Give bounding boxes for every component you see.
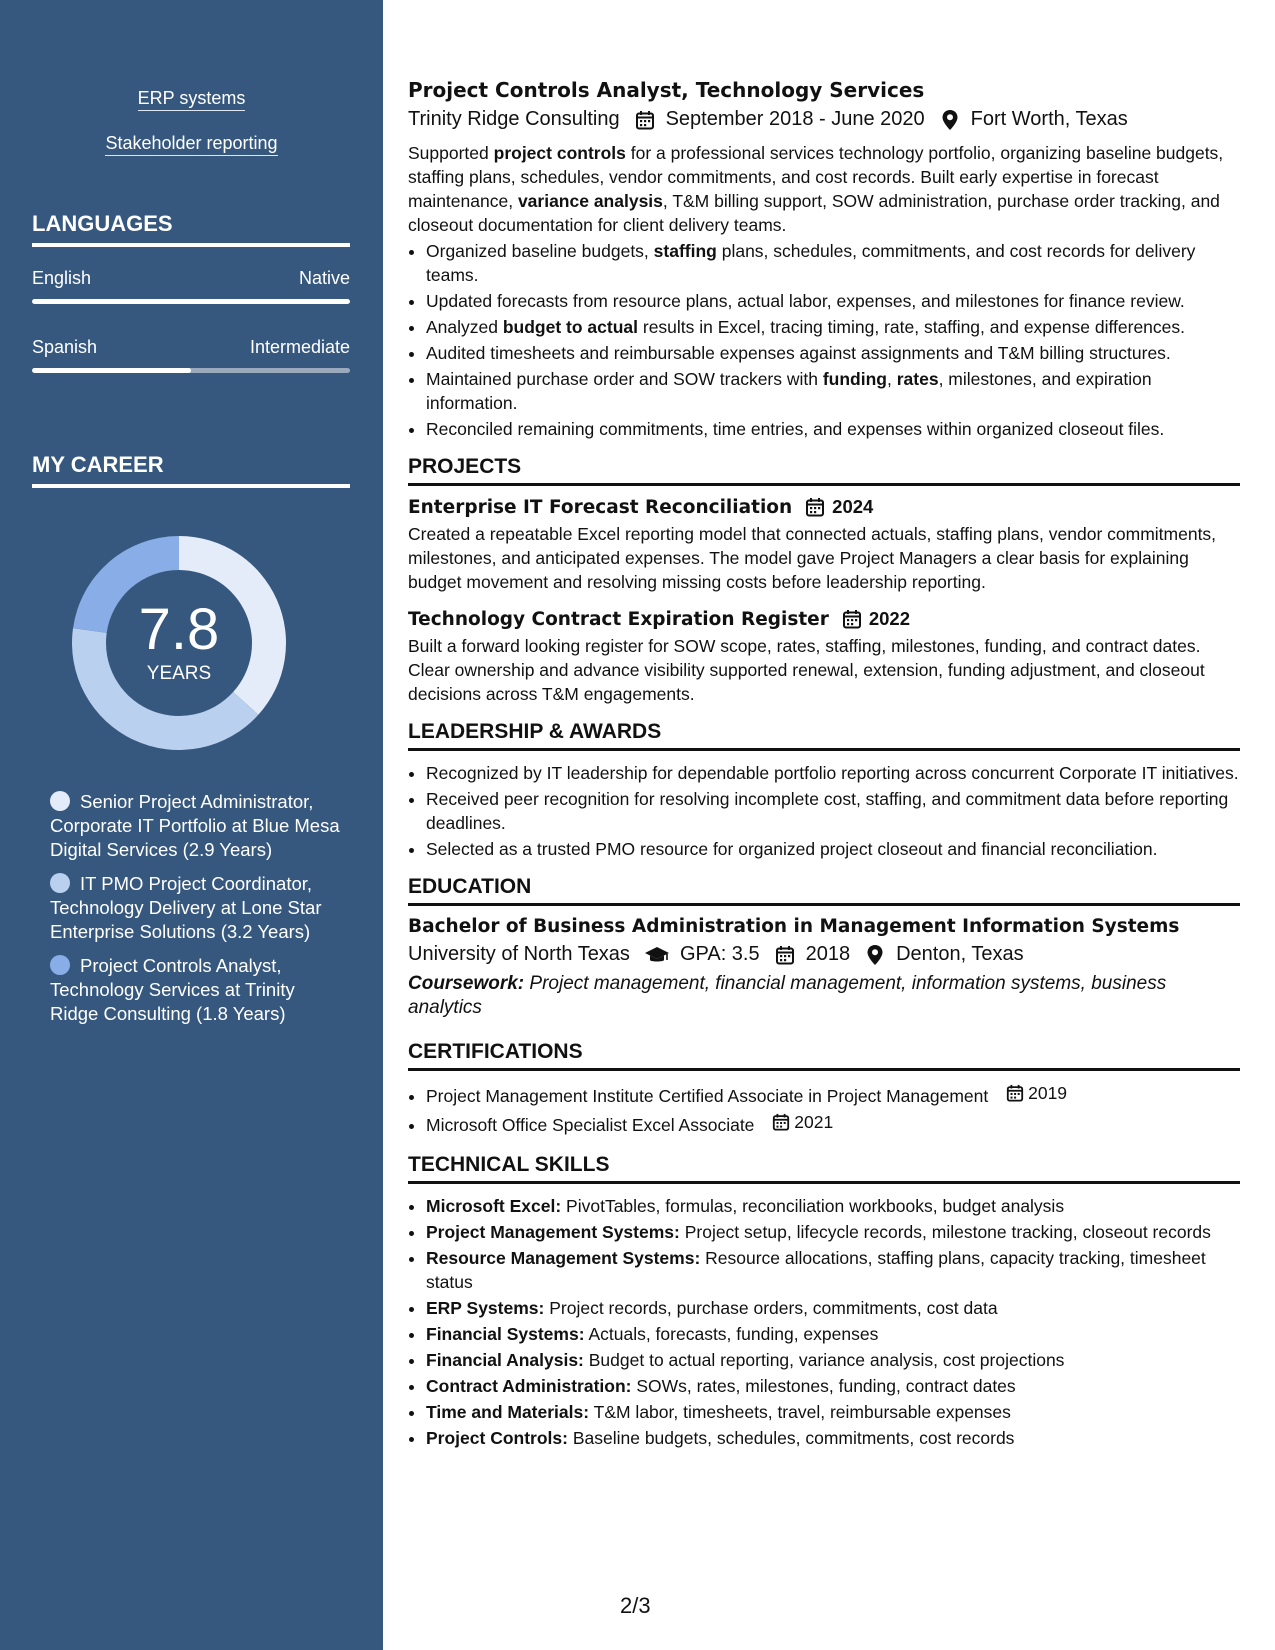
certification-year: 2021 (794, 1112, 834, 1132)
language-level: Intermediate (249, 337, 350, 357)
career-item: Project Controls Analyst, Technology Services at Trinity Ridge Consulting (1.8 Years) (50, 955, 295, 1024)
location-pin-icon (864, 944, 886, 966)
skill-tag: Stakeholder reporting (0, 133, 383, 154)
career-total (66, 530, 292, 756)
career-item: IT PMO Project Coordinator, Technology Delivery at Lone Star Enterprise Solutions (3.2 Years) (50, 873, 322, 942)
list-item: • Microsoft Excel: PivotTables, formulas, reconciliation workbooks, budget analysis (426, 1194, 1240, 1218)
company-name: Trinity Ridge Consulting (408, 108, 620, 130)
project-item (408, 496, 1240, 594)
legend-dot-icon (50, 873, 70, 893)
job-location: Fort Worth, Texas (970, 108, 1128, 130)
graduation-cap-icon (644, 944, 670, 966)
page-number: 2/3 (620, 1593, 651, 1618)
job-summary: Supported project controls for a professional services technology portfolio, organizing baseline budgets, staffing plans, schedules, vendor commitments, and cost records. Built early expertise in forecast maintenance, variance analysis, T&M billing support, SOW administration, purchase order tracking, and closeout documentation for client delivery teams. (408, 143, 1224, 235)
language-name: English (32, 268, 92, 288)
list-item: • Selected as a trusted PMO resource for organized project closeout and financial reconciliation. (426, 837, 1240, 861)
main-content (408, 78, 1240, 1452)
job-dates: September 2018 - June 2020 (665, 108, 925, 130)
languages-heading: LANGUAGES (32, 211, 350, 247)
career-heading: MY CAREER (32, 452, 350, 488)
list-item: • Maintained purchase order and SOW trackers with funding, rates, milestones, and expiration information. (426, 367, 1240, 415)
list-item: • Recognized by IT leadership for dependable portfolio reporting across concurrent Corporate IT initiatives. (426, 761, 1240, 785)
location-pin-icon (939, 109, 961, 131)
list-item: • Analyzed budget to actual results in Excel, tracing timing, rate, staffing, and expense differences. (426, 315, 1240, 339)
list-item: • Received peer recognition for resolving incomplete cost, staffing, and commitment data before reporting deadlines. (426, 787, 1240, 835)
technical-skills-list (408, 1194, 1240, 1450)
calendar-icon (804, 496, 826, 518)
language-bar (32, 299, 350, 304)
project-item (408, 608, 1240, 706)
calendar-icon (841, 608, 863, 630)
list-item: • Project Controls: Baseline budgets, schedules, commitments, cost records (426, 1426, 1240, 1450)
education-heading: EDUCATION (408, 875, 1240, 906)
list-item: • Financial Systems: Actuals, forecasts, funding, expenses (426, 1322, 1240, 1346)
language-bar-fill (32, 368, 191, 373)
language-bar-fill (32, 299, 350, 304)
degree-title: Bachelor of Business Administration in Management Information Systems (408, 916, 1180, 937)
education-meta (408, 943, 1240, 966)
list-item: • ERP Systems: Project records, purchase orders, commitments, cost data (426, 1296, 1240, 1320)
language-row (32, 337, 350, 358)
certifications-heading: CERTIFICATIONS (408, 1040, 1240, 1071)
job-bullets (408, 239, 1240, 441)
list-item: • Project Management Systems: Project setup, lifecycle records, milestone tracking, closeout records (426, 1220, 1240, 1244)
list-item: • Audited timesheets and reimbursable expenses against assignments and T&M billing structures. (426, 341, 1240, 365)
skill-tag: ERP systems (0, 88, 383, 109)
calendar-icon (771, 1112, 791, 1132)
coursework: Coursework: Project management, financial management, information systems, business analytics (408, 973, 1167, 1018)
legend-dot-icon (50, 791, 70, 811)
list-item: • Contract Administration: SOWs, rates, milestones, funding, contract dates (426, 1374, 1240, 1398)
sidebar (0, 0, 383, 1650)
legend-dot-icon (50, 955, 70, 975)
technical-skills-heading: TECHNICAL SKILLS (408, 1153, 1240, 1184)
list-item: • Financial Analysis: Budget to actual reporting, variance analysis, cost projections (426, 1348, 1240, 1372)
leadership-list (408, 761, 1240, 861)
leadership-heading: LEADERSHIP & AWARDS (408, 720, 1240, 751)
language-level: Native (298, 268, 350, 288)
certifications-list (408, 1081, 1240, 1137)
school-location: Denton, Texas (896, 943, 1024, 965)
language-bar (32, 368, 350, 373)
job-meta (408, 108, 1240, 131)
project-description: Built a forward looking register for SOW scope, rates, staffing, milestones, funding, and contract dates. Clear ownership and advance visibility supported renewal, extension, funding adjustment, and closeout decisions across T&M engagements. (408, 636, 1205, 704)
job-title: Project Controls Analyst, Technology Services (408, 78, 925, 102)
list-item: • Organized baseline budgets, staffing plans, schedules, commitments, and cost records for delivery teams. (426, 239, 1240, 287)
graduation-year: 2018 (805, 943, 851, 965)
list-item: • Reconciled remaining commitments, time entries, and expenses within organized closeout files. (426, 417, 1240, 441)
language-row (32, 268, 350, 289)
certification-year: 2019 (1028, 1083, 1068, 1103)
calendar-icon (774, 944, 796, 966)
calendar-icon (1005, 1083, 1025, 1103)
project-title: Enterprise IT Forecast Reconciliation 2024 (408, 496, 874, 518)
school-name: University of North Texas (408, 943, 630, 965)
list-item: • Time and Materials: T&M labor, timesheets, travel, reimbursable expenses (426, 1400, 1240, 1424)
project-year: 2022 (868, 608, 911, 629)
project-title: Technology Contract Expiration Register 2022 (408, 608, 911, 630)
list-item: • Updated forecasts from resource plans, actual labor, expenses, and milestones for finance review. (426, 289, 1240, 313)
list-item: • Resource Management Systems: Resource allocations, staffing plans, capacity tracking, timesheet status (426, 1246, 1240, 1294)
career-list (50, 790, 340, 1036)
list-item: • Microsoft Office Specialist Excel Associate 2021 (426, 1110, 1240, 1137)
career-total-value: 7.8 (138, 597, 220, 662)
language-name: Spanish (32, 337, 98, 357)
gpa: GPA: 3.5 (679, 943, 760, 965)
career-total-unit: YEARS (146, 663, 212, 684)
project-description: Created a repeatable Excel reporting model that connected actuals, staffing plans, vendor commitments, milestones, and anticipated expenses. The model gave Project Managers a clear basis for explaining budget movement and resolving missing costs before leadership reporting. (408, 524, 1217, 592)
project-year: 2024 (832, 496, 874, 517)
projects-heading: PROJECTS (408, 455, 1240, 486)
list-item: • Project Management Institute Certified Associate in Project Management 2019 (426, 1081, 1240, 1108)
calendar-icon (634, 109, 656, 131)
career-item: Senior Project Administrator, Corporate IT Portfolio at Blue Mesa Digital Services (2.9 Years) (50, 791, 340, 860)
